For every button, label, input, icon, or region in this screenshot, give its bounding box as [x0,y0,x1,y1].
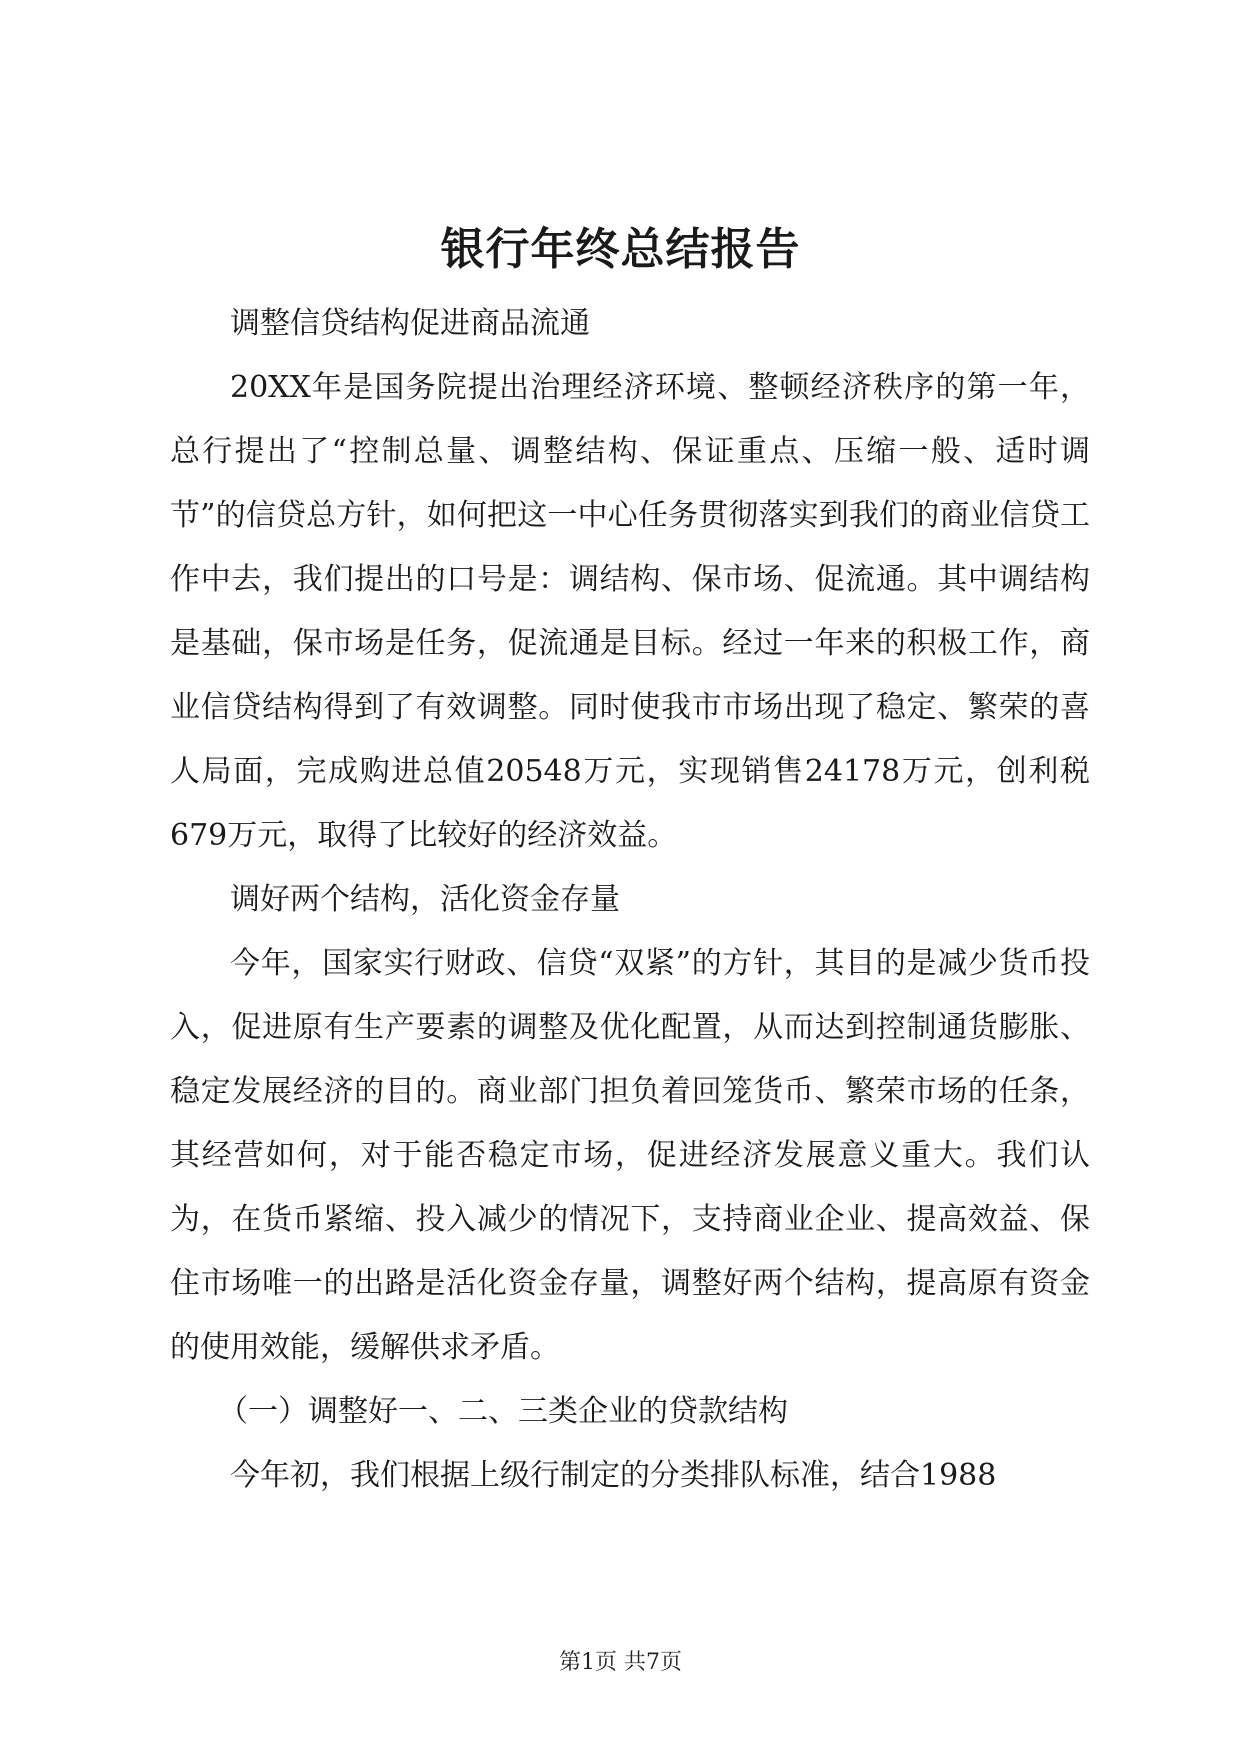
document-title: 银行年终总结报告 [440,224,801,275]
body-paragraph: 今年初，我们根据上级行制定的分类排队标准，结合1988 [230,1458,997,1493]
subsection-heading: （一）调整好一、二、三类企业的贷款结构 [218,1394,788,1429]
body-paragraph: 今年，国家实行财政、信贷“双紧”的方针，其目的是减少货币投入，促进原有生产要素的调整及优化配置，从而达到控制通货膨胀、稳定发展经济的目的。商业部门担负着回笼货币、繁荣市场的任条，其经营如何，对于能否稳定市场，促进经济发展意义重大。我们认为，在货币紧缩、投入减少的情况下，支持商业企业、提高效益、保住市场唯一的出路是活化资金存量，调整好两个结构，提高原有资金的使用效能，缓解供求矛盾。 [170,946,1090,1365]
page-number: 第1页 共7页 [559,1650,682,1675]
section-heading: 调好两个结构，活化资金存量 [230,882,620,917]
section-heading: 调整信贷结构促进商品流通 [230,306,590,341]
body-paragraph: 20XX年是国务院提出治理经济环境、整顿经济秩序的第一年，总行提出了“控制总量、调整结构、保证重点、压缩一般、适时调节”的信贷总方针，如何把这一中心任务贯彻落实到我们的商业信贷工作中去，我们提出的口号是：调结构、保市场、促流通。其中调结构是基础，保市场是任务，促流通是目标。经过一年来的积极工作，商业信贷结构得到了有效调整。同时使我市市场出现了稳定、繁荣的喜人局面，完成购进总值20548万元，实现销售24178万元，创利税679万元，取得了比较好的经济效益。 [170,370,1090,853]
document-body [170,292,1090,1508]
